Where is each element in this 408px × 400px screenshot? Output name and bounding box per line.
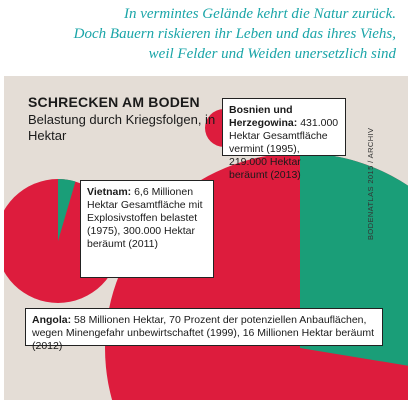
annotation-vietnam-label: Vietnam: (87, 186, 132, 198)
source-credit: BODENATLAS 2015 / ARCHIV (366, 127, 375, 240)
chart-title: SCHRECKEN AM BODEN (28, 94, 200, 110)
headline-quote (6, 4, 396, 64)
quote-line-2: Doch Bauern riskieren ihr Leben und das ihres Viehs, (73, 26, 396, 42)
annotation-angola (25, 308, 383, 352)
chart-subtitle: Belastung durch Kriegsfolgen, in Hektar (28, 112, 216, 143)
annotation-angola-text: 58 Millionen Hektar, 70 Prozent der potenziellen Anbauflächen, wegen Minengefahr unbewirtschaftet (1999), 16 Millionen Hektar beräumt (2012) (32, 314, 375, 352)
annotation-angola-label: Angola: (32, 314, 72, 326)
annotation-vietnam-text: 6,6 Millionen Hektar Gesamtfläche mit Explosivstoffen belastet (1975), 300.000 Hektar beräumt (2011) (87, 186, 203, 250)
quote-line-3: weil Felder und Weiden unersetzlich sind (148, 46, 396, 62)
chart-panel (4, 76, 408, 400)
annotation-bosnia (222, 98, 346, 181)
quote-line-1: In vermintes Gelände kehrt die Natur zurück. (123, 6, 396, 22)
annotation-vietnam (80, 180, 214, 278)
annotation-bosnia-label: Bosnien und Herzegowina: (229, 104, 298, 129)
annotation-bosnia-text: 431.000 Hektar Gesamtfläche vermint (1995), 219.000 Hektar beräumt (2013) (229, 117, 339, 181)
